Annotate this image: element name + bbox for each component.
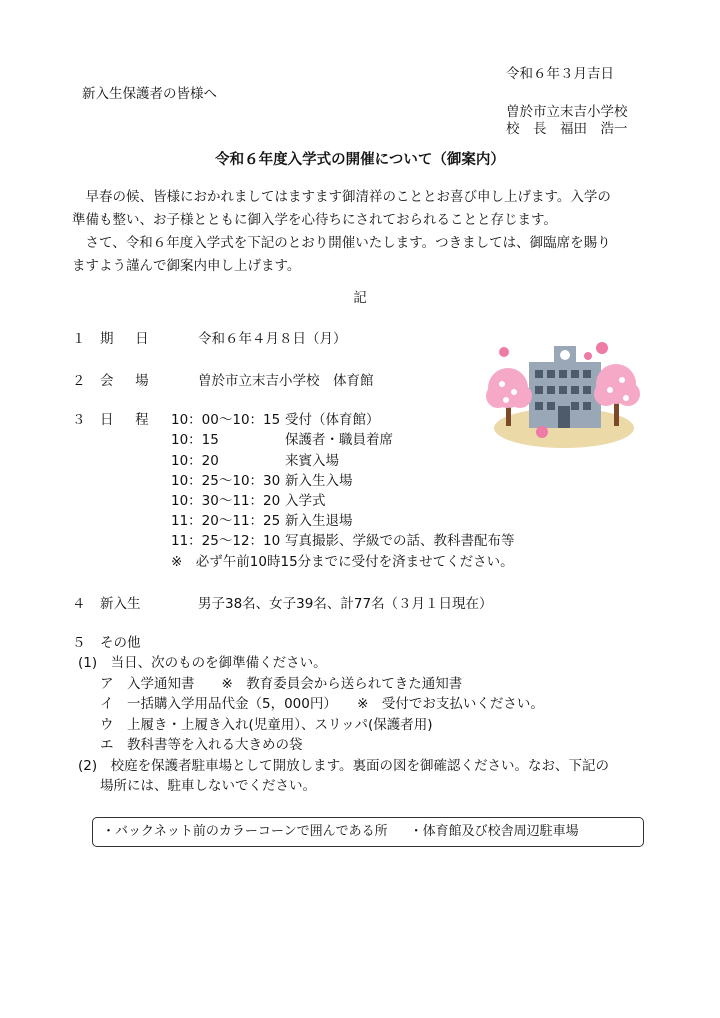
item-number: ２ bbox=[72, 373, 86, 389]
schedule-note: ※ 必ず午前10時15分までに受付を済ませてください。 bbox=[171, 554, 514, 570]
item-label: 新入生 bbox=[100, 596, 141, 612]
document-title: 令和６年度入学式の開催について（御案内） bbox=[215, 152, 505, 168]
school-name: 曽於市立末吉小学校 bbox=[506, 104, 628, 120]
other-p1-c: ウ 上履き・上履き入れ(児童用）、スリッパ(保護者用) bbox=[100, 717, 433, 733]
no-parking-item: ・体育館及び校舎周辺駐車場 bbox=[409, 824, 579, 839]
schedule-row bbox=[171, 471, 353, 491]
item-place bbox=[72, 371, 374, 391]
other-p2-line2: 場所には、駐車しないでください。 bbox=[100, 778, 316, 794]
schedule-row bbox=[171, 491, 326, 511]
item-value: 令和６年４月８日（月） bbox=[198, 331, 347, 347]
schedule-time: 10：30～11：20 bbox=[171, 493, 281, 509]
other-p1: (1) 当日、次のものを御準備ください。 bbox=[78, 655, 327, 671]
schedule-event: 来賓入場 bbox=[285, 453, 339, 469]
no-parking-item: ・バックネット前のカラーコーンで囲んである所 bbox=[102, 824, 388, 839]
item-number: ５ bbox=[72, 635, 86, 651]
item-number: ３ bbox=[72, 412, 86, 428]
item-date bbox=[72, 329, 347, 349]
item-label: 期 日 bbox=[100, 331, 153, 347]
ki-heading: 記 bbox=[353, 290, 367, 306]
other-p1-d: エ 教科書等を入れる大きめの袋 bbox=[100, 737, 303, 753]
item-other bbox=[72, 633, 141, 653]
body-line: さて、令和６年度入学式を下記のとおり開催いたします。つきましては、御臨席を賜り bbox=[72, 235, 611, 251]
recipient: 新入生保護者の皆様へ bbox=[82, 86, 217, 102]
item-number: ４ bbox=[72, 596, 86, 612]
body-line: 準備も整い、お子様とともに御入学を心待ちにされておられることと存じます。 bbox=[72, 212, 557, 228]
item-value: 曽於市立末吉小学校 体育館 bbox=[198, 373, 374, 389]
no-parking-box bbox=[92, 817, 644, 847]
schedule-row bbox=[171, 410, 380, 430]
principal-name: 校 長 福田 浩一 bbox=[506, 121, 628, 137]
other-p2-line1: (2) 校庭を保護者駐車場として開放します。裏面の図を御確認ください。なお、下記の bbox=[78, 758, 610, 774]
schedule-event: 新入生入場 bbox=[285, 473, 353, 489]
schedule-time: 10：00～10：15 bbox=[171, 412, 281, 428]
schedule-row bbox=[171, 451, 339, 471]
schedule-event: 写真撮影、学級での話、教科書配布等 bbox=[285, 533, 515, 549]
document-date: 令和６年３月吉日 bbox=[506, 66, 614, 82]
schedule-time: 11：20～11：25 bbox=[171, 513, 281, 529]
schedule-event: 入学式 bbox=[285, 493, 326, 509]
schedule-time: 10：20 bbox=[171, 453, 219, 469]
schedule-event: 受付（体育館） bbox=[285, 412, 380, 428]
school-with-cherry-blossoms-icon bbox=[484, 336, 644, 452]
schedule-row bbox=[171, 430, 393, 450]
item-label: その他 bbox=[100, 635, 141, 651]
schedule-row bbox=[171, 511, 353, 531]
other-p1-a: ア 入学通知書 ※ 教育委員会から送られてきた通知書 bbox=[100, 676, 463, 692]
item-label: 会 場 bbox=[100, 373, 153, 389]
schedule-event: 新入生退場 bbox=[285, 513, 353, 529]
item-value: 男子38名、女子39名、計77名（３月１日現在） bbox=[198, 596, 493, 612]
schedule-event: 保護者・職員着席 bbox=[285, 432, 393, 448]
body-line: 早春の候、皆様におかれましてはますます御清祥のこととお喜び申し上げます。入学の bbox=[72, 189, 611, 205]
schedule-row bbox=[171, 531, 515, 551]
schedule-time: 11：25～12：10 bbox=[171, 533, 281, 549]
item-students bbox=[72, 594, 493, 614]
schedule-time: 10：15 bbox=[171, 432, 219, 448]
item-number: １ bbox=[72, 331, 86, 347]
other-p1-b: イ 一括購入学用品代金（5，000円） ※ 受付でお支払いください。 bbox=[100, 696, 544, 712]
body-line: ますよう謹んで御案内申し上げます。 bbox=[72, 258, 301, 274]
item-label: 日 程 bbox=[100, 412, 153, 428]
schedule-time: 10：25～10：30 bbox=[171, 473, 281, 489]
